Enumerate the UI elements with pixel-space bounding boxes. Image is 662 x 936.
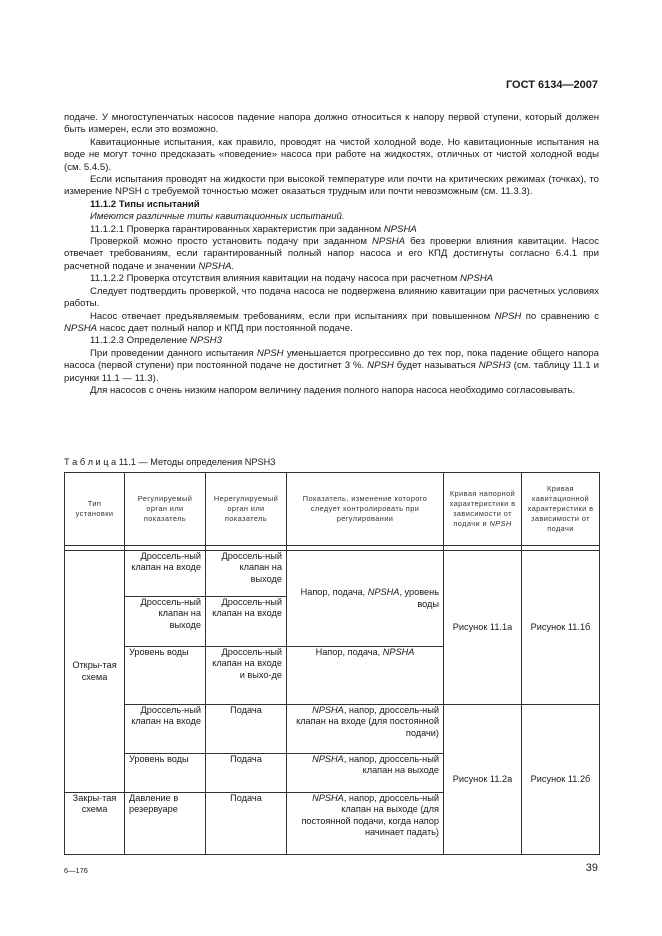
cavitation-curve-figure-cell: Рисунок 11.1б <box>522 551 600 705</box>
text-run: по сравнению с <box>521 310 599 322</box>
paragraph: Кавитационные испытания, как правило, проводят на чистой холодной воде. Но кавитационные испытания на воде не могут точно предсказать «поведение» насоса при работе на жидкостях, отличных от чистой холодной воды (см. 5.4.5). <box>64 136 599 173</box>
text-run: NPSH3 <box>189 335 222 347</box>
text-run: Кривая напорной характеристики в зависимости от подачи и <box>449 489 516 528</box>
text-run: NPSH3 <box>478 360 511 372</box>
regulated-cell: Уровень воды <box>125 754 206 793</box>
header-cavitation-curve: Кривая кавитационной характеристики в зависимости от подачи <box>522 473 600 546</box>
text-run: (см. таблицу 11.1 и рисунки 11.1 — 11.3). <box>64 360 599 384</box>
body-text <box>64 112 599 397</box>
text-run: , напор, дроссель-ный клапан на входе (для постоянной подачи) <box>296 705 439 738</box>
text-run: 11.1.2.2 Проверка отсутствия влияния кавитации на подачу насоса при расчетном <box>90 273 460 285</box>
header-head-curve <box>444 473 522 546</box>
regulated-cell: Давление в резервуаре <box>125 793 206 855</box>
paragraph: Если испытания проводят на жидкости при высокой температуре или почти на критических режимах (точках), то измерение NPSH с требуемой точностью может оказаться трудным или почти невозможным (см. 11.3.3). <box>64 174 599 198</box>
text-run: , напор, дроссель-ный клапан на выходе (для постоянной подачи, когда напор начинает падать) <box>301 793 439 838</box>
table-caption: Т а б л и ц а 11.1 — Методы определения NPSH3 <box>64 457 276 467</box>
nonregulated-cell: Подача <box>206 705 287 754</box>
text-run: NPSHA <box>372 236 406 248</box>
nonregulated-cell: Подача <box>206 754 287 793</box>
paragraph: Для насосов с очень низким напором величину падения полного напора насоса необходимо согласовывать. <box>90 384 576 396</box>
text-run: Насос отвечает предъявляемым требованиям, если при испытаниях при повышенном <box>90 310 495 322</box>
header-regulated: Регулируемый орган или показатель <box>125 473 206 546</box>
text-run: NPSHA <box>312 705 344 715</box>
text-run: NPSHA <box>312 754 344 764</box>
text-run: , напор, дроссель-ный клапан на выходе <box>343 754 439 776</box>
header-controlled-parameter: Показатель, изменение которого следует контролировать при регулировании <box>287 473 444 546</box>
subsection-title <box>64 273 599 285</box>
text-run: Проверкой можно просто установить подачу при заданном <box>90 236 372 248</box>
text-run: NPSH <box>367 360 394 372</box>
text-run: NPSHA <box>460 273 494 285</box>
italic-paragraph: Имеются различные типы кавитационных испытаний. <box>90 211 345 223</box>
text-run: NPSHA <box>382 647 415 657</box>
regulated-cell: Уровень воды <box>125 647 206 705</box>
text-run: 11.1.2.1 Проверка гарантированных характеристик при заданном <box>90 223 384 235</box>
table-header-row <box>65 473 600 546</box>
header-installation-type: Тип установки <box>65 473 125 546</box>
paragraph: Следует подтвердить проверкой, что подача насоса не подвержена влиянию кавитации при расчетных условиях работы. <box>64 285 599 310</box>
text-run: NPSHA <box>312 793 344 803</box>
subsection-title <box>64 224 599 236</box>
regulated-cell: Дроссель-ный клапан на входе <box>125 551 206 597</box>
text-run: NPSH <box>494 310 522 322</box>
closed-scheme-cell: Закры-тая схема <box>65 793 125 855</box>
table-row <box>65 551 600 597</box>
nonregulated-cell: Дроссель-ный клапан на входе и выхо-де <box>206 647 287 705</box>
regulated-cell: Дроссель-ный клапан на входе <box>125 705 206 754</box>
table-row <box>65 705 600 754</box>
regulated-cell: Дроссель-ный клапан на выходе <box>125 597 206 647</box>
text-run: 11.1.2.3 Определение <box>90 335 190 347</box>
open-scheme-cell: Откры-тая схема <box>65 551 125 793</box>
text-run: , уровень воды <box>399 587 439 609</box>
text-run: При проведении данного испытания <box>90 347 257 359</box>
head-curve-figure-cell: Рисунок 11.1а <box>444 551 522 705</box>
sheet-number: 6—176 <box>64 866 88 875</box>
text-run: насос дает полный напор и КПД при постоянной подаче. <box>97 322 353 334</box>
header-nonregulated: Нерегулируемый орган или показатель <box>206 473 287 546</box>
text-run: NPSH <box>489 519 512 528</box>
nonregulated-cell: Подача <box>206 793 287 855</box>
text-run: Напор, подача, <box>300 587 368 598</box>
controlled-cell <box>287 754 444 793</box>
standard-code: ГОСТ 6134—2007 <box>505 79 598 91</box>
text-run: . <box>231 260 235 272</box>
paragraph <box>64 348 599 385</box>
text-run: NPSHA <box>198 260 232 272</box>
paragraph: подаче. У многоступенчатых насосов падение напора должно относиться к напору первой ступени, который должен быть измерен, если это возможно. <box>64 112 599 136</box>
text-run: уменьшается прогрессивно до тех пор, пока падение общего напора насоса (первой ступени) при постоянной подаче не достигнет 3 %. <box>64 347 599 372</box>
text-run: Напор, подача, <box>315 647 383 657</box>
nonregulated-cell: Дроссель-ный клапан на входе <box>206 597 287 647</box>
paragraph <box>64 236 599 273</box>
paragraph <box>64 311 599 336</box>
text-run: без проверки влияния кавитации. Насос отвечает требованиям, если гарантированный полный напор насоса и его КПД достигнуты согласно 6.4.1 при расчетной подаче и значении <box>64 236 600 272</box>
methods-table <box>64 472 600 855</box>
controlled-cell <box>287 705 444 754</box>
page-number: 39 <box>585 862 598 874</box>
head-curve-figure-cell: Рисунок 11.2а <box>444 705 522 855</box>
text-run: NPSHA <box>64 322 98 334</box>
controlled-cell <box>287 647 444 705</box>
cavitation-curve-figure-cell: Рисунок 11.2б <box>522 705 600 855</box>
controlled-cell <box>287 793 444 855</box>
text-run: NPSHA <box>383 223 417 235</box>
text-run: NPSH <box>256 347 284 359</box>
section-heading: 11.1.2 Типы испытаний <box>90 198 200 210</box>
text-run: будет называться <box>393 360 479 372</box>
controlled-cell <box>287 551 444 647</box>
subsection-title <box>64 335 599 347</box>
nonregulated-cell: Дроссель-ный клапан на выходе <box>206 551 287 597</box>
text-run: NPSHA <box>367 587 400 598</box>
